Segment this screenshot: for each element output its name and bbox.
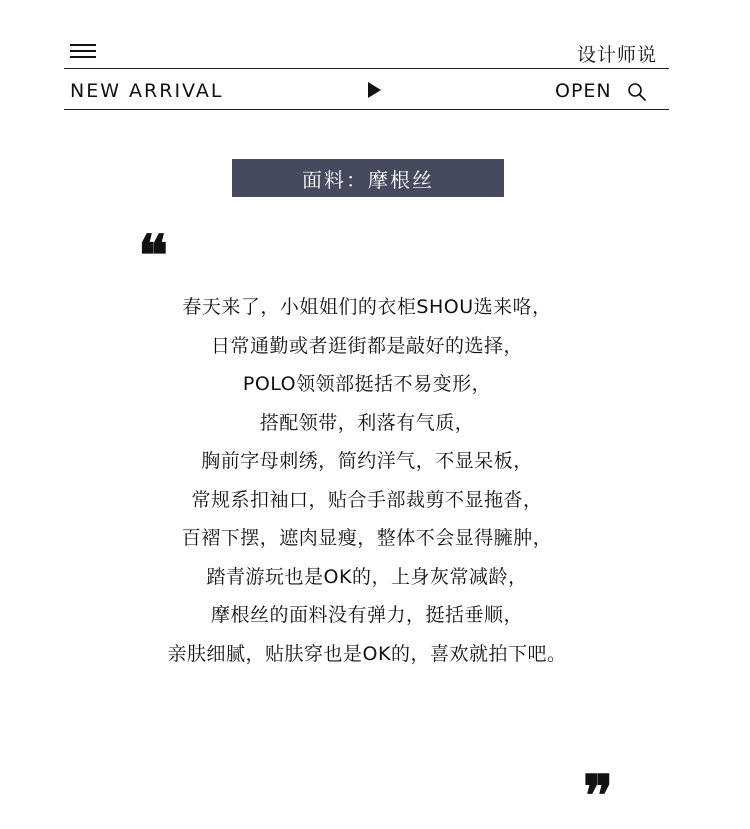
menu-icon[interactable]	[70, 44, 96, 60]
description-line: 搭配领带，利落有气质，	[259, 411, 475, 434]
designer-says-link[interactable]: 设计师说	[576, 44, 657, 66]
top-bar	[64, 32, 669, 69]
description-text	[0, 288, 734, 673]
description-line: 摩根丝的面料没有弹力，挺括垂顺，	[210, 604, 523, 626]
close-quote-mark: ❞	[583, 763, 614, 829]
description-line: 百褶下摆，遮肉显瘦，整体不会显得臃肿，	[181, 527, 553, 549]
description-line: POLO领领部挺括不易变形，	[242, 373, 492, 395]
open-link[interactable]: OPEN	[555, 80, 612, 102]
description-line: 踏青游玩也是OK的，上身灰常减龄，	[206, 565, 528, 588]
fabric-title-banner	[232, 159, 504, 197]
description-line: 春天来了，小姐姐们的衣柜SHOU选来咯，	[182, 296, 552, 318]
description-line: 常规系扣袖口，贴合手部裁剪不显拖沓，	[191, 488, 543, 511]
description-line: 亲肤细腻，贴肤穿也是OK的，喜欢就拍下吧。	[167, 642, 567, 665]
fabric-title: 面料：摩根丝	[302, 167, 434, 192]
play-icon[interactable]	[368, 82, 381, 98]
search-icon[interactable]	[627, 82, 649, 102]
nav-bar	[64, 69, 669, 110]
description-line: 胸前字母刺绣，简约洋气，不显呆板，	[201, 450, 533, 472]
new-arrival-link[interactable]: NEW ARRIVAL	[70, 80, 224, 102]
open-quote-mark: ❝	[138, 223, 169, 289]
description-line: 日常通勤或者逛街都是敲好的选择，	[210, 334, 523, 357]
